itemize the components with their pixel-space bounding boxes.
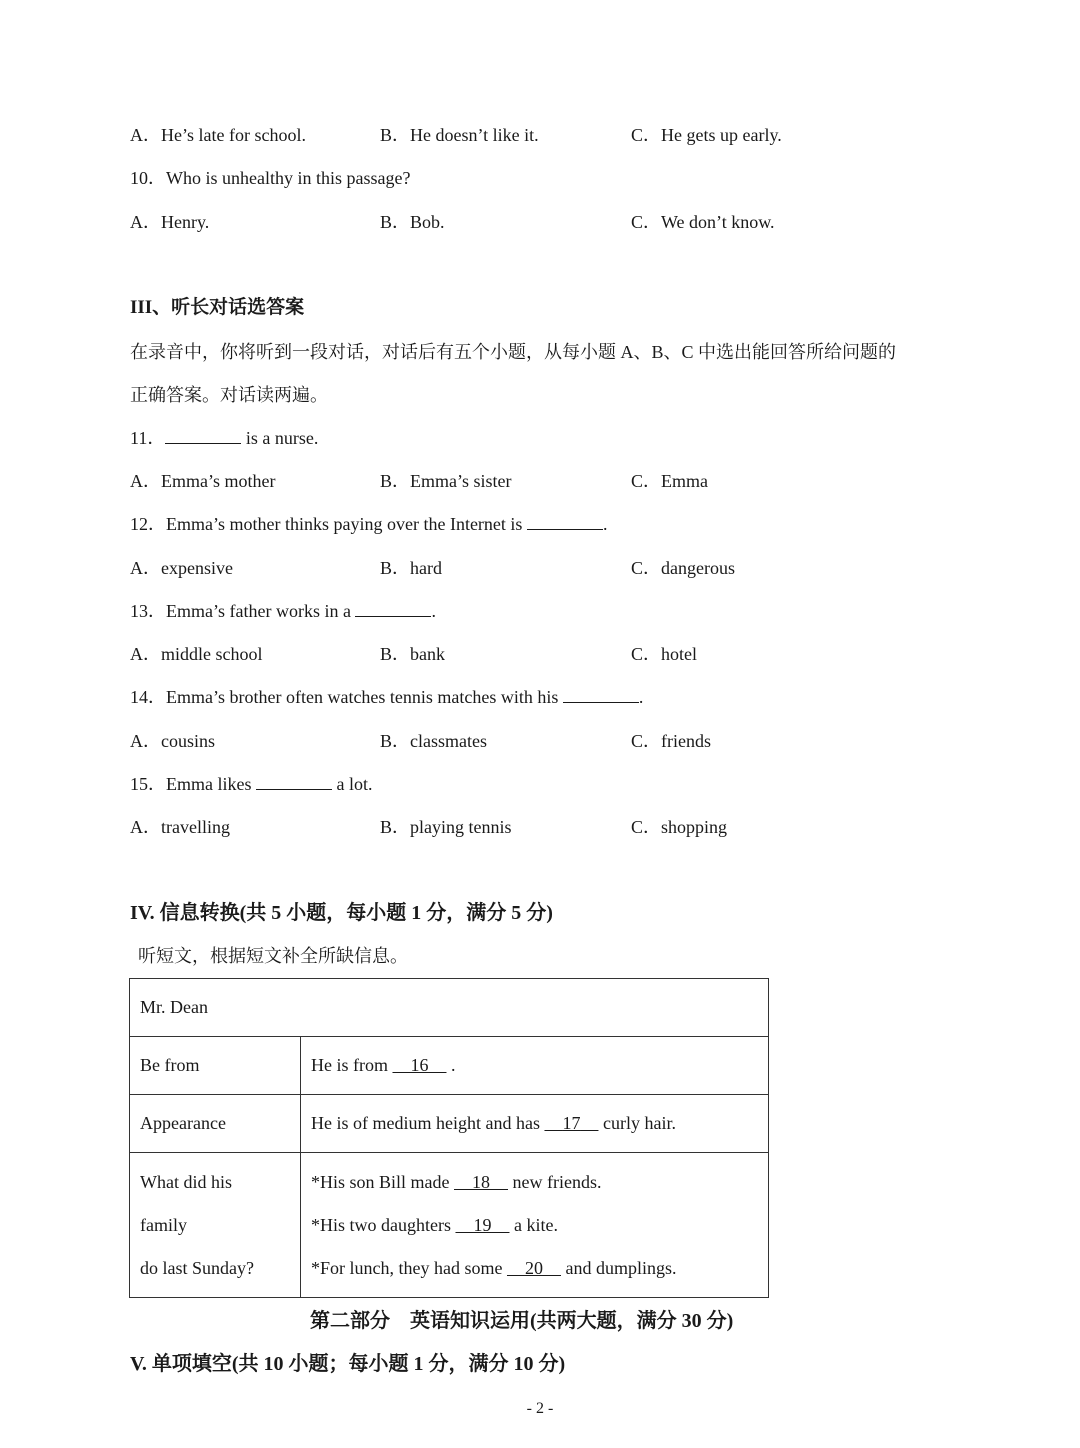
content-cell: [301, 1153, 769, 1298]
blank-18: [454, 1172, 508, 1192]
question-text-pre: Emma’s father works in a: [166, 601, 356, 621]
question-text-post: a lot.: [331, 774, 373, 794]
question-number: 15．: [130, 774, 166, 794]
answer-blank: [355, 598, 431, 617]
question-number: 14．: [130, 687, 166, 707]
q10-option-a: A．Henry.: [130, 212, 210, 232]
label-line: family: [140, 1214, 187, 1235]
blank-number: 16: [410, 1055, 429, 1075]
q10-stem: 10．Who is unhealthy in this passage?: [130, 168, 411, 188]
cell-text: *His two daughters: [311, 1214, 456, 1235]
q9-option-b: B．He doesn’t like it.: [380, 125, 539, 145]
cell-text: .: [446, 1055, 456, 1075]
question-text-post: .: [638, 687, 644, 707]
question-text-pre: Emma’s mother thinks paying over the Internet is: [166, 514, 527, 534]
section5-title: V. 单项填空(共 10 小题；每小题 1 分，满分 10 分): [130, 1353, 566, 1375]
q11-option-c: C．Emma: [631, 471, 708, 491]
q12-option-a: A．expensive: [130, 558, 233, 578]
q15-option-a: A．travelling: [130, 817, 230, 837]
cell-text: He is of medium height and has: [311, 1113, 545, 1133]
q15-stem: [130, 771, 372, 797]
cell-text: curly hair.: [598, 1113, 676, 1133]
blank-17: [544, 1113, 598, 1133]
blank-20: [507, 1258, 561, 1278]
answer-blank: [563, 684, 639, 703]
q11-stem: [130, 425, 318, 451]
content-line: [311, 1247, 758, 1290]
cell-text: and dumplings.: [560, 1257, 677, 1278]
question-text-pre: Emma’s brother often watches tennis matches with his: [166, 687, 563, 707]
question-text-post: .: [602, 514, 608, 534]
answer-blank: [527, 511, 603, 530]
q13-stem: [130, 598, 436, 624]
content-line: [311, 1161, 758, 1204]
section4-title: IV. 信息转换(共 5 小题，每小题 1 分，满分 5 分): [130, 902, 553, 924]
q14-option-b: B．classmates: [380, 731, 487, 751]
blank-16: [392, 1055, 446, 1075]
section4-instruction: 听短文，根据短文补全所缺信息。: [138, 946, 408, 966]
blank-number: 20: [524, 1257, 543, 1278]
blank-19: [455, 1215, 509, 1235]
q14-option-a: A．cousins: [130, 731, 215, 751]
q9-option-a: A．He’s late for school.: [130, 125, 306, 145]
q12-option-b: B．hard: [380, 558, 442, 578]
cell-text: new friends.: [508, 1171, 602, 1192]
table-row: [130, 1037, 769, 1095]
question-text-post: .: [431, 601, 436, 621]
blank-number: 17: [562, 1113, 581, 1133]
label-line: What did his: [140, 1171, 232, 1192]
section3-title: III、听长对话选答案: [130, 297, 305, 318]
label-cell: Appearance: [130, 1095, 301, 1153]
content-line: [311, 1204, 758, 1247]
q14-stem: [130, 684, 643, 710]
blank-number: 19: [473, 1214, 492, 1235]
table-row: [130, 1095, 769, 1153]
cell-text: *For lunch, they had some: [311, 1257, 507, 1278]
table-header-cell: Mr. Dean: [130, 979, 769, 1037]
q15-option-b: B．playing tennis: [380, 817, 512, 837]
content-cell: [301, 1095, 769, 1153]
question-number: 13．: [130, 601, 166, 621]
question-text-pre: Emma likes: [166, 774, 256, 794]
cell-text: *His son Bill made: [311, 1171, 454, 1192]
blank-number: 18: [472, 1171, 490, 1192]
table-row: [130, 1153, 769, 1298]
table-row: [130, 979, 769, 1037]
content-cell: [301, 1037, 769, 1095]
cell-text: He is from: [311, 1055, 393, 1075]
question-number: 11．: [130, 428, 166, 448]
section3-instruction-line2: 正确答案。对话读两遍。: [130, 385, 328, 405]
label-cell: [130, 1153, 301, 1298]
label-line: do last Sunday?: [140, 1257, 254, 1278]
q14-option-c: C．friends: [631, 731, 711, 751]
q12-option-c: C．dangerous: [631, 558, 735, 578]
q10-option-c: C．We don’t know.: [631, 212, 775, 232]
question-text-post: is a nurse.: [241, 428, 319, 448]
q13-option-b: B．bank: [380, 644, 445, 664]
section3-instruction-line1: 在录音中，你将听到一段对话，对话后有五个小题，从每小题 A、B、C 中选出能回答所给问题的: [130, 342, 897, 362]
q15-option-c: C．shopping: [631, 817, 728, 837]
question-number: 12．: [130, 514, 166, 534]
answer-blank: [256, 771, 332, 790]
page-number: - 2 -: [526, 1400, 554, 1417]
q11-option-b: B．Emma’s sister: [380, 471, 512, 491]
part2-title: 第二部分 英语知识运用(共两大题，满分 30 分): [310, 1310, 734, 1332]
q9-option-c: C．He gets up early.: [631, 125, 782, 145]
cell-text: a kite.: [509, 1214, 558, 1235]
q13-option-a: A．middle school: [130, 644, 263, 664]
info-table: [129, 978, 769, 1298]
answer-blank: [165, 425, 241, 444]
q10-option-b: B．Bob.: [380, 212, 445, 232]
q12-stem: [130, 511, 607, 537]
label-cell: Be from: [130, 1037, 301, 1095]
q11-option-a: A．Emma’s mother: [130, 471, 276, 491]
q13-option-c: C．hotel: [631, 644, 697, 664]
